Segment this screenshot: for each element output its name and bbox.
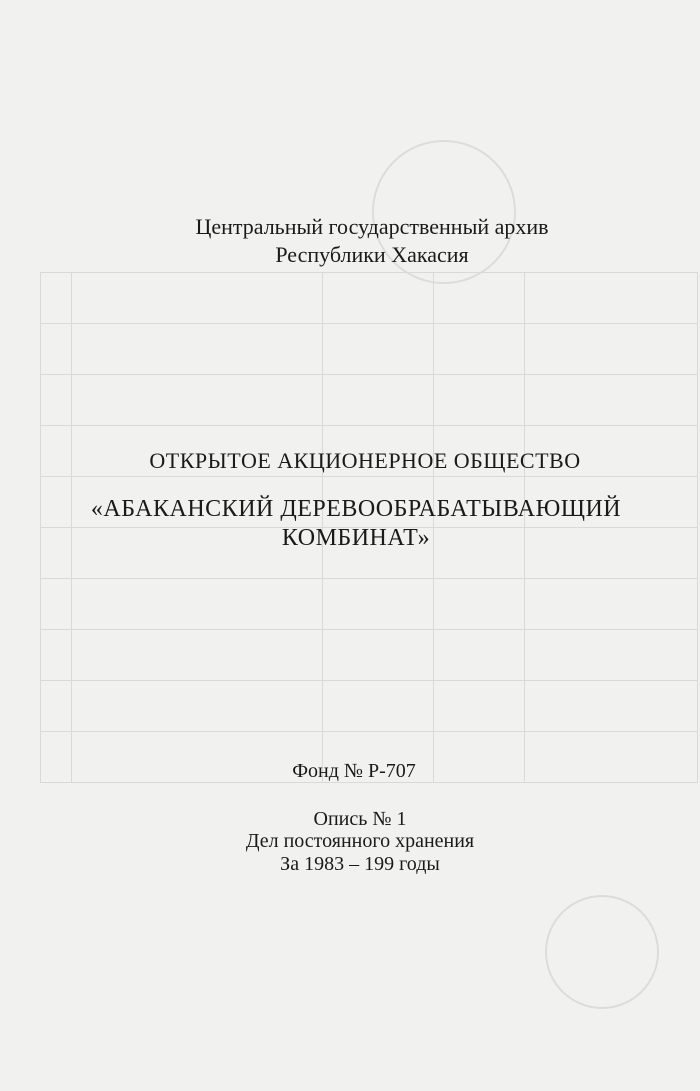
organization-name-line1: «АБАКАНСКИЙ ДЕРЕВООБРАБАТЫВАЮЩИЙ: [90, 496, 622, 522]
inventory-years: За 1983 – 199 годы: [280, 853, 440, 875]
fond-number: Фонд № Р-707: [292, 760, 416, 782]
archive-name-line1: Центральный государственный архив: [195, 214, 549, 239]
ghost-stamp-bottom: [545, 895, 659, 1009]
organization-type: ОТКРЫТОЕ АКЦИОНЕРНОЕ ОБЩЕСТВО: [149, 448, 581, 473]
organization-name-line2: КОМБИНАТ»: [281, 525, 431, 551]
archive-name-line2: Республики Хакасия: [275, 242, 469, 267]
inventory-number: Опись № 1: [313, 808, 407, 830]
inventory-description: Дел постоянного хранения: [245, 830, 475, 852]
